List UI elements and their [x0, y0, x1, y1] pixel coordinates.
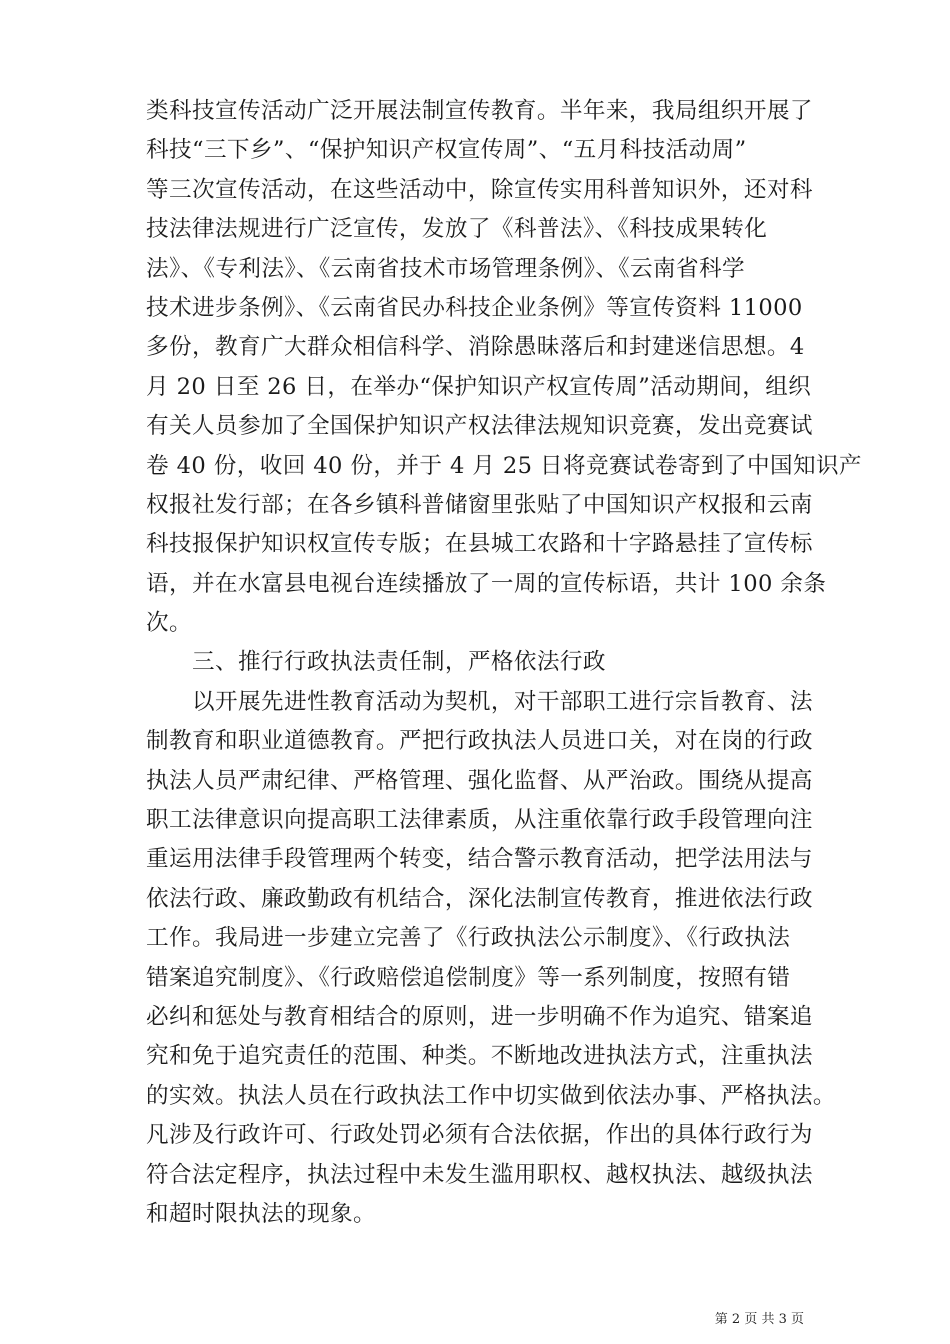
paragraph-line: 和超时限执法的现象。 [146, 1200, 376, 1227]
paragraph-line: 语，并在水富县电视台连续播放了一周的宣传标语，共计 100 余条 [146, 570, 827, 597]
paragraph-line: 凡涉及行政许可、行政处罚必须有合法依据，作出的具体行政行为 [146, 1122, 813, 1149]
paragraph-line: 错案追究制度》、《行政赔偿追偿制度》等一系列制度，按照有错 [146, 964, 791, 991]
paragraph-line: 必纠和惩处与教育相结合的原则，进一步明确不作为追究、错案追 [146, 1003, 813, 1030]
paragraph-line: 多份，教育广大群众相信科学、消除愚昧落后和封建迷信思想。4 [146, 334, 805, 361]
paragraph-line: 权报社发行部；在各乡镇科普储窗里张贴了中国知识产权报和云南 [146, 491, 813, 518]
paragraph-1 [146, 92, 862, 643]
paragraph-line: 技术进步条例》、《云南省民办科技企业条例》等宣传资料 11000 [146, 294, 803, 321]
paragraph-line: 次。 [146, 610, 192, 637]
paragraph-line: 有关人员参加了全国保护知识产权法律法规知识竞赛，发出竞赛试 [146, 413, 813, 440]
document-body [146, 92, 862, 1234]
paragraph-line: 类科技宣传活动广泛开展法制宣传教育。半年来，我局组织开展了 [146, 98, 813, 124]
paragraph-2 [146, 683, 836, 1234]
paragraph-line: 等三次宣传活动，在这些活动中，除宣传实用科普知识外，还对科 [146, 176, 813, 203]
paragraph-line: 制教育和职业道德教育。严把行政执法人员进口关，对在岗的行政 [146, 728, 813, 755]
section-heading: 三、推行行政执法责任制，严格依法行政 [192, 649, 606, 676]
paragraph-line: 月 20 日至 26 日，在举办“保护知识产权宣传周”活动期间，组织 [146, 373, 812, 400]
paragraph-line: 以开展先进性教育活动为契机，对干部职工进行宗旨教育、法 [192, 688, 813, 715]
paragraph-line: 工作。我局进一步建立完善了《行政执法公示制度》、《行政执法 [146, 925, 791, 952]
paragraph-line: 依法行政、廉政勤政有机结合，深化法制宣传教育，推进依法行政 [146, 885, 813, 912]
paragraph-line: 究和免于追究责任的范围、种类。不断地改进执法方式，注重执法 [146, 1043, 813, 1070]
paragraph-line: 技法律法规进行广泛宣传，发放了《科普法》、《科技成果转化 [146, 216, 768, 243]
paragraph-line: 科技“三下乡”、“保护知识产权宣传周”、“五月科技活动周” [146, 137, 747, 164]
paragraph-line: 重运用法律手段管理两个转变，结合警示教育活动，把学法用法与 [146, 846, 813, 873]
paragraph-line: 卷 40 份，收回 40 份，并于 4 月 25 日将竞赛试卷寄到了中国知识产 [146, 452, 862, 479]
paragraph-line: 职工法律意识向提高职工法律素质，从注重依靠行政手段管理向注 [146, 807, 813, 834]
paragraph-line: 科技报保护知识权宣传专版；在县城工农路和十字路悬挂了宣传标 [146, 531, 813, 558]
page-number-footer: 第 2 页 共 3 页 [714, 1312, 804, 1327]
paragraph-line: 的实效。执法人员在行政执法工作中切实做到依法办事、严格执法。 [146, 1082, 836, 1109]
paragraph-line: 执法人员严肃纪律、严格管理、强化监督、从严治政。围绕从提高 [146, 767, 813, 794]
paragraph-line: 法》、《专利法》、《云南省技术市场管理条例》、《云南省科学 [146, 255, 746, 282]
paragraph-line: 符合法定程序，执法过程中未发生滥用职权、越权执法、越级执法 [146, 1161, 813, 1188]
